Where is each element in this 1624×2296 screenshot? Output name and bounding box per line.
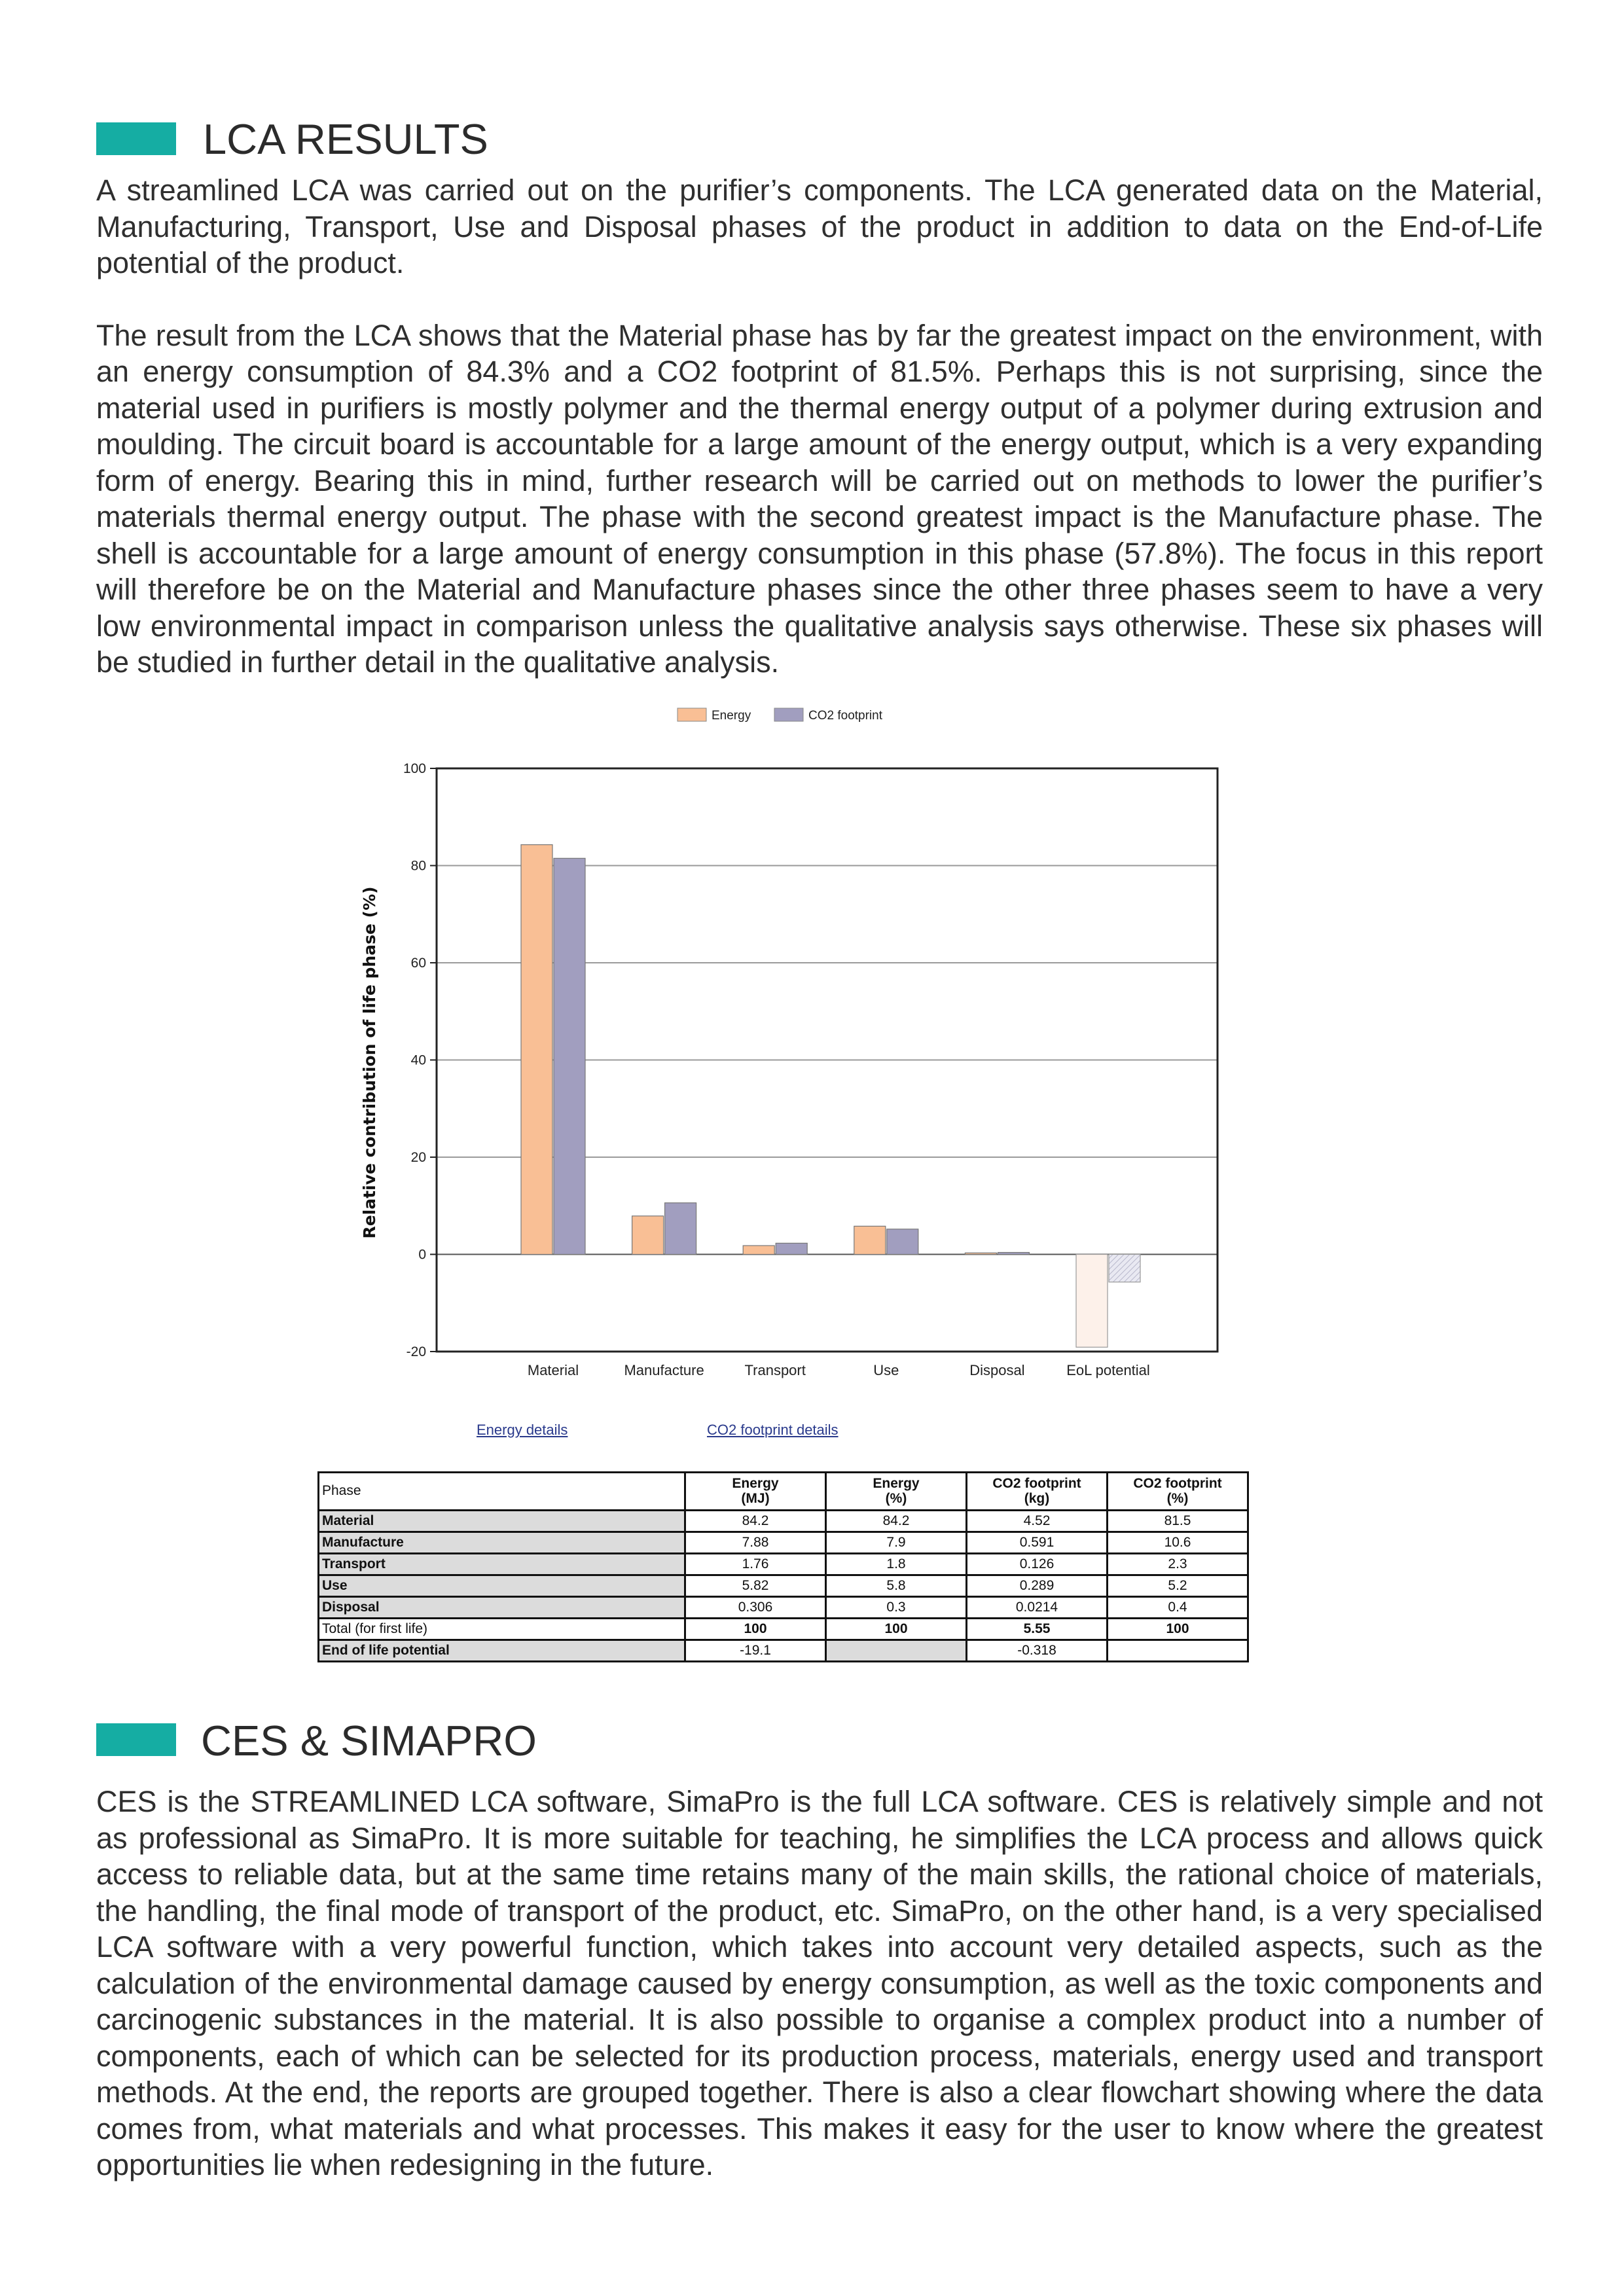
lca-results-table <box>317 1471 1249 1662</box>
table-cell-value <box>826 1640 967 1662</box>
table-cell-value: 0.591 <box>967 1532 1108 1554</box>
paragraph: The result from the LCA shows that the Material phase has by far the greatest impact on the environment, with an energy consumption of 84.3% and a CO2 footprint of 81.5%. Perhaps this is not surprising, since the material used in purifiers is mostly polymer and the thermal energy output of a polymer during extrusion and moulding. The circuit board is accountable for a large amount of the energy output, which is a very expanding form of energy. Bearing this in mind, further research will be carried out on methods to lower the purifier’s materials thermal energy output. The phase with the second greatest impact is the Manufacture phase. The shell is accountable for a large amount of energy consumption in this phase (57.8%). The focus in this report will therefore be on the Material and Manufacture phases since the other three phases seem to have a very low environmental impact in comparison unless the qualitative analysis says otherwise. These six phases will be studied in further detail in the qualitative analysis. <box>96 318 1543 679</box>
bar-energy-material <box>521 845 552 1255</box>
legend-label-energy: Energy <box>712 709 751 723</box>
bar-energy-eol-potential <box>1076 1255 1108 1348</box>
table-cell-value: 100 <box>1108 1619 1248 1640</box>
bar-energy-use <box>854 1226 886 1254</box>
table-cell-value: 10.6 <box>1108 1532 1248 1554</box>
table-cell-value: 2.3 <box>1108 1554 1248 1575</box>
table-cell-value: 0.289 <box>967 1575 1108 1597</box>
table-header-row <box>319 1473 1248 1511</box>
table-cell-value: 0.126 <box>967 1554 1108 1575</box>
table-cell-phase: Use <box>319 1575 685 1597</box>
table-cell-value: 81.5 <box>1108 1511 1248 1532</box>
x-tick-label: Transport <box>744 1362 806 1378</box>
table-cell-value: 4.52 <box>967 1511 1108 1532</box>
table-row <box>319 1532 1248 1554</box>
y-tick-label: -20 <box>406 1344 426 1359</box>
ces-simapro-body <box>96 1784 1543 2183</box>
table-cell-value: 0.0214 <box>967 1597 1108 1619</box>
y-axis-label: Relative contribution of life phase (%) <box>360 886 379 1239</box>
y-tick-label: 100 <box>403 761 426 776</box>
bar-energy-manufacture <box>632 1216 664 1255</box>
table-cell-value <box>1108 1640 1248 1662</box>
table-cell-value: 0.3 <box>826 1597 967 1619</box>
table-row <box>319 1575 1248 1597</box>
table-cell-value: 5.55 <box>967 1619 1108 1640</box>
header-co2-kg: CO2 footprint (kg) <box>967 1473 1108 1511</box>
lca-bar-chart <box>353 697 1270 1381</box>
table-cell-value: 7.88 <box>685 1532 826 1554</box>
table-cell-value: 84.2 <box>826 1511 967 1532</box>
table-cell-value: 100 <box>826 1619 967 1640</box>
legend-swatch-co2 <box>774 708 803 721</box>
table-cell-value: 5.8 <box>826 1575 967 1597</box>
section-marker <box>96 122 176 155</box>
table-cell-phase: End of life potential <box>319 1640 685 1662</box>
x-tick-label: EoL potential <box>1066 1362 1150 1378</box>
table-cell-value: 100 <box>685 1619 826 1640</box>
table-row <box>319 1511 1248 1532</box>
table-cell-value: 0.4 <box>1108 1597 1248 1619</box>
energy-details-link[interactable]: Energy details <box>477 1422 568 1438</box>
bar-co2-manufacture <box>665 1203 696 1255</box>
table-cell-phase: Disposal <box>319 1597 685 1619</box>
y-tick-label: 20 <box>410 1150 426 1165</box>
paragraph: CES is the STREAMLINED LCA software, SimaPro is the full LCA software. CES is relatively simple and not as professional as SimaPro. It is more suitable for teaching, he simplifies the LCA process and allows quick access to reliable data, but at the same time retains many of the main skills, the rational choice of materials, the handling, the final mode of transport of the product, etc. SimaPro, on the other hand, is a very specialised LCA software with a very powerful function, which takes into account very detailed aspects, such as the calculation of the environmental damage caused by energy consumption, as well as the toxic components and carcinogenic substances in the material. It is also possible to organise a complex product into a number of components, each of which can be selected for its production process, materials, energy used and transport methods. At the end, the reports are grouped together. There is also a clear flowchart showing where the data comes from, what materials and what processes. This makes it easy for the user to know where the greatest opportunities lie when redesigning in the future. <box>96 1785 1543 2181</box>
co2-footprint-details-link[interactable]: CO2 footprint details <box>707 1422 839 1438</box>
header-energy-mj: Energy (MJ) <box>685 1473 826 1511</box>
section-marker <box>96 1723 176 1756</box>
table-cell-phase: Material <box>319 1511 685 1532</box>
section-title-ces-simapro: CES & SIMAPRO <box>201 1717 537 1765</box>
table-cell-value: 84.2 <box>685 1511 826 1532</box>
table-cell-value: 7.9 <box>826 1532 967 1554</box>
table-cell-phase: Transport <box>319 1554 685 1575</box>
lca-results-table-wrap <box>317 1471 1249 1662</box>
y-tick-label: 80 <box>410 858 426 874</box>
x-tick-label: Use <box>873 1362 899 1378</box>
table-cell-phase: Total (for first life) <box>319 1619 685 1640</box>
table-row <box>319 1554 1248 1575</box>
table-cell-phase: Manufacture <box>319 1532 685 1554</box>
x-tick-label: Material <box>527 1362 579 1378</box>
table-row <box>319 1597 1248 1619</box>
paragraph: A streamlined LCA was carried out on the purifier’s components. The LCA generated data on the Material, Manufacturing, Transport, Use and Disposal phases of the product in addition to data on the End-of-Life potential of the product. <box>96 173 1543 279</box>
table-row <box>319 1640 1248 1662</box>
bar-energy-disposal <box>965 1253 996 1254</box>
table-cell-value: 0.306 <box>685 1597 826 1619</box>
y-tick-label: 0 <box>418 1247 426 1263</box>
lca-results-body <box>96 172 1543 681</box>
chart-canvas <box>353 697 1270 1381</box>
bar-co2-disposal <box>998 1253 1029 1255</box>
bar-energy-transport <box>743 1246 774 1254</box>
table-cell-value: -19.1 <box>685 1640 826 1662</box>
bar-co2-use <box>887 1229 918 1255</box>
table-cell-value: 1.76 <box>685 1554 826 1575</box>
bar-co2-material <box>554 858 585 1254</box>
bar-co2-transport <box>776 1243 807 1254</box>
x-tick-label: Disposal <box>969 1362 1025 1378</box>
table-cell-value: -0.318 <box>967 1640 1108 1662</box>
y-tick-label: 40 <box>410 1052 426 1068</box>
header-co2-pct: CO2 footprint (%) <box>1108 1473 1248 1511</box>
table-cell-value: 5.2 <box>1108 1575 1248 1597</box>
legend-swatch-energy <box>677 708 706 721</box>
header-energy-pct: Energy (%) <box>826 1473 967 1511</box>
table-cell-value: 1.8 <box>826 1554 967 1575</box>
table-cell-value: 5.82 <box>685 1575 826 1597</box>
legend-label-co2: CO2 footprint <box>808 709 882 723</box>
section-title-lca-results: LCA RESULTS <box>203 115 488 163</box>
x-tick-label: Manufacture <box>624 1362 704 1378</box>
table-row <box>319 1619 1248 1640</box>
header-phase: Phase <box>319 1473 685 1511</box>
y-tick-label: 60 <box>410 956 426 971</box>
bar-co2-eol-potential <box>1109 1255 1140 1282</box>
